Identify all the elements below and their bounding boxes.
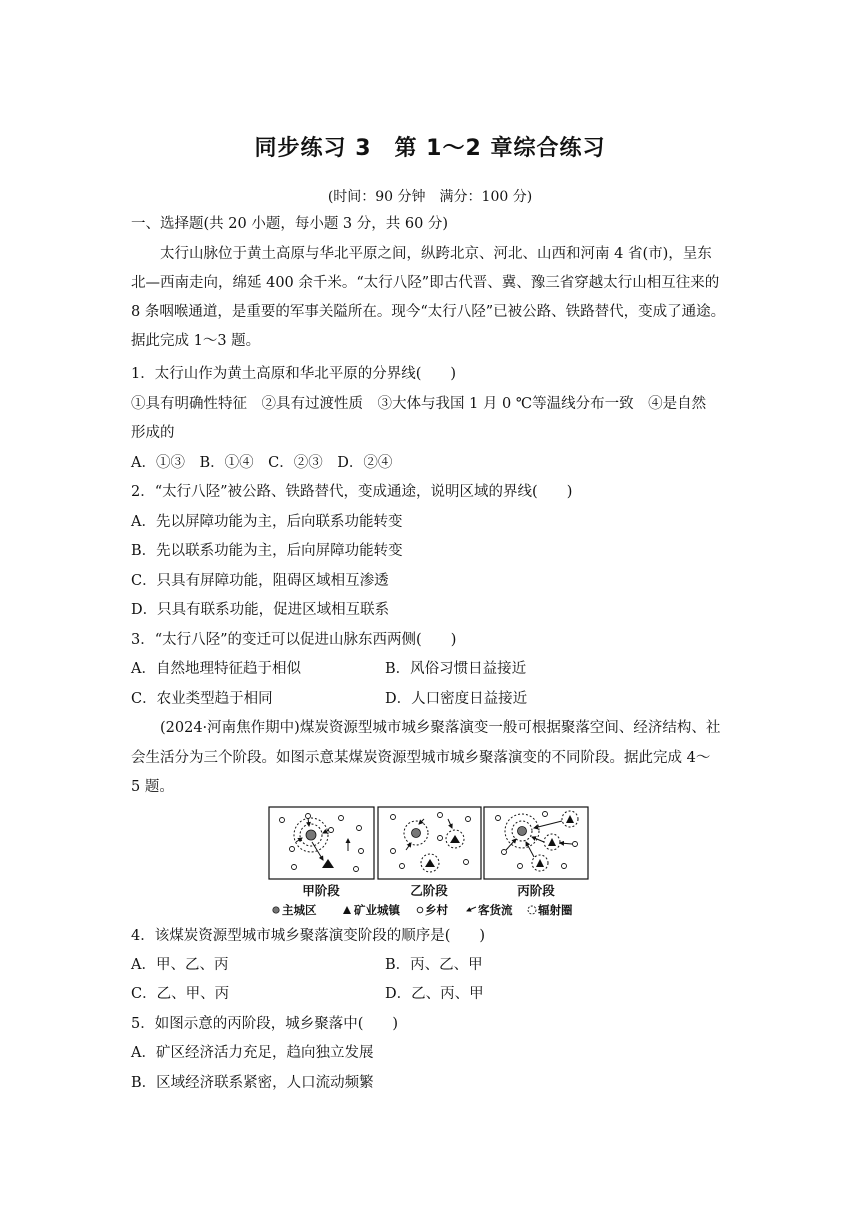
question-option: C．乙、甲、丙 [131,986,230,1002]
question-option: D．只具有联系功能，促进区域相互联系 [131,602,390,618]
legend-radiation: 辐射圈 [538,903,573,917]
passage-line: 北—西南走向，绵延 400 余千米。“太行八陉”即古代晋、冀、豫三省穿越太行山相互往来的 [131,275,720,291]
legend-mining-town: 矿业城镇 [354,903,400,917]
panel-label-bing: 丙阶段 [517,883,555,898]
passage-line: 据此完成 1～3 题。 [131,333,261,349]
question-stem: 5．如图示意的丙阶段，城乡聚落中( ) [131,1016,399,1032]
question-stem: 1．太行山作为黄土高原和华北平原的分界线( ) [131,366,457,382]
question-stem: 4．该煤炭资源型城市城乡聚落演变阶段的顺序是( ) [131,928,486,944]
panel-label-yi: 乙阶段 [410,883,448,898]
legend-village: 乡村 [425,903,448,917]
page-title: 同步练习 3 第 1～2 章综合练习 [254,136,606,161]
question-option: B．先以联系功能为主，后向屏障功能转变 [131,543,403,559]
question-option: D．人口密度日益接近 [385,691,528,707]
question-option: A．甲、乙、丙 [131,957,229,973]
mining-town-icon [343,906,351,914]
passage-line: 太行山脉位于黄土高原与华北平原之间，纵跨北京、河北、山西和河南 4 省(市)，呈东 [160,246,712,262]
village-icon [417,907,423,913]
question-option: B．丙、乙、甲 [385,957,483,973]
question-option: A．自然地理特征趋于相似 [131,661,301,677]
time-info: (时间：90 分钟 满分：100 分) [327,189,533,205]
question-stem: 3．“太行八陉”的变迁可以促进山脉东西两侧( ) [131,632,457,648]
panel-bing [484,807,588,879]
passage-line: 5 题。 [131,779,174,795]
legend-flow: 客货流 [478,903,513,917]
flow-arrow-icon [467,907,476,911]
passage-line: (2024·河南焦作期中)煤炭资源型城市城乡聚落演变一般可根据聚落空间、经济结构、社 [160,720,721,736]
question-option: A．先以屏障功能为主，后向联系功能转变 [131,514,403,530]
question-option: D．乙、丙、甲 [385,986,484,1002]
radiation-circle-icon [528,906,536,914]
main-city-icon [273,907,279,913]
question-stem: 2．“太行八陉”被公路、铁路替代，变成通途，说明区域的界线( ) [131,484,573,500]
question-option: C．农业类型趋于相同 [131,691,273,707]
question-statements: ①具有明确性特征 ②具有过渡性质 ③大体与我国 1 月 0 ℃等温线分布一致 ④是自然 [131,396,707,412]
legend-main-city: 主城区 [282,903,317,917]
passage-line: 会生活分为三个阶段。如图示意某煤炭资源型城市城乡聚落演变的不同阶段。据此完成 4～ [131,750,711,766]
settlement-evolution-figure [268,806,590,918]
question-option: A．矿区经济活力充足，趋向独立发展 [131,1045,374,1061]
question-option: C．只具有屏障功能，阻碍区域相互渗透 [131,573,389,589]
question-option: B．风俗习惯日益接近 [385,661,527,677]
question-statements: 形成的 [131,425,175,441]
figure-legend [273,903,573,917]
panel-yi [378,807,481,879]
question-option: B．区域经济联系紧密，人口流动频繁 [131,1075,374,1091]
panel-label-jia: 甲阶段 [302,883,340,898]
panel-jia [269,807,374,879]
question-options: A．①③ B．①④ C．②③ D．②④ [131,455,393,471]
section-heading: 一、选择题(共 20 小题，每小题 3 分，共 60 分) [131,216,449,232]
passage-line: 8 条咽喉通道，是重要的军事关隘所在。现今“太行八陉”已被公路、铁路替代，变成了通途。 [131,304,726,320]
